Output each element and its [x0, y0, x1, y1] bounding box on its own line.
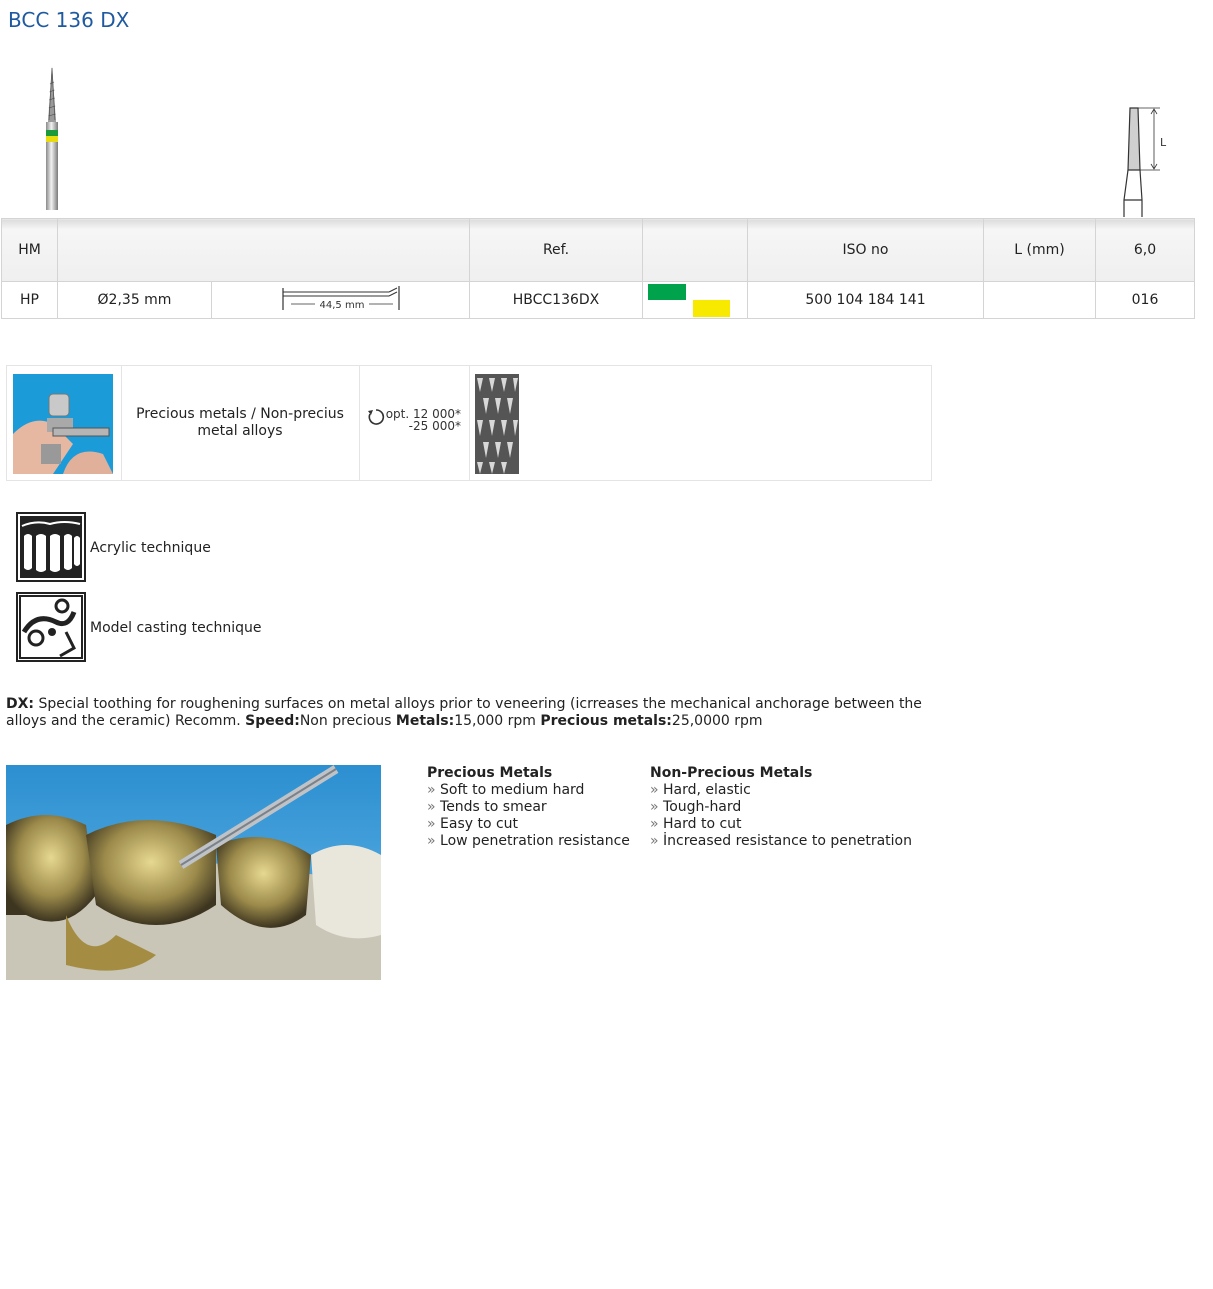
header-color-blank	[643, 219, 748, 282]
precious-heading: Precious Metals	[427, 765, 553, 781]
cell-ref: HBCC136DX	[470, 282, 643, 319]
usage-photo-cell	[7, 366, 122, 480]
table-row	[2, 282, 1195, 319]
rotation-icon	[367, 408, 385, 426]
list-item: » Hard, elastic	[650, 782, 912, 799]
header-size: 6,0	[1096, 219, 1195, 282]
cell-ring-colors	[643, 282, 748, 319]
toothing-cell	[469, 366, 930, 480]
dx-description	[6, 696, 936, 730]
shank-length-icon	[281, 284, 401, 312]
header-blank	[58, 219, 470, 282]
metal-crowns-photo	[6, 765, 381, 980]
cell-shank: HP	[2, 282, 58, 319]
list-item: » Soft to medium hard	[427, 782, 630, 799]
list-item: » Tends to smear	[427, 799, 630, 816]
speed-text: Non precious	[299, 713, 396, 729]
cell-size: 016	[1096, 282, 1195, 319]
cell-length-diagram	[212, 282, 470, 319]
speed-info	[367, 408, 461, 432]
spec-table	[1, 218, 1195, 319]
cell-iso: 500 104 184 141	[748, 282, 984, 319]
table-header-row	[2, 219, 1195, 282]
usage-photo	[13, 374, 113, 474]
page-title: BCC 136 DX	[8, 8, 130, 32]
header-hm: HM	[2, 219, 58, 282]
length-text: 44,5 mm	[319, 300, 364, 311]
dx-label: DX:	[6, 696, 35, 712]
metals-label: Metals:	[395, 713, 455, 729]
list-item: » Hard to cut	[650, 816, 912, 833]
header-ref: Ref.	[470, 219, 643, 282]
dimension-label: L	[1160, 136, 1167, 149]
usage-info-box	[6, 365, 932, 481]
precious-text: 25,0000 rpm	[671, 713, 763, 729]
model-casting-icon	[16, 592, 86, 662]
list-item: » Low penetration resistance	[427, 833, 630, 850]
material-cell	[121, 366, 360, 480]
list-item: » Tough-hard	[650, 799, 912, 816]
cell-diameter: Ø2,35 mm	[58, 282, 212, 319]
header-length: L (mm)	[984, 219, 1096, 282]
dx-text: Special toothing for roughening surfaces on metal alloys prior to veneering (icrreases the mechanical anchorage between the alloys and the ceramic) Recomm.	[6, 696, 922, 729]
technique-model-casting	[16, 592, 316, 662]
speed-line-1: opt. 12 000*	[385, 407, 461, 421]
cell-length-mm	[984, 282, 1096, 319]
yellow-ring-swatch	[693, 300, 730, 317]
speed-line-2: -25 000*	[408, 419, 461, 433]
speed-label: Speed:	[245, 713, 300, 729]
header-iso: ISO no	[748, 219, 984, 282]
precious-label: Precious metals:	[540, 713, 672, 729]
list-item: » Easy to cut	[427, 816, 630, 833]
technique-acrylic	[16, 512, 316, 582]
green-ring-swatch	[648, 284, 686, 300]
technique-label: Model casting technique	[90, 620, 262, 636]
non-precious-heading: Non-Precious Metals	[650, 765, 813, 781]
non-precious-metals-list	[650, 765, 912, 850]
metals-text: 15,000 rpm	[454, 713, 541, 729]
acrylic-teeth-icon	[16, 512, 86, 582]
speed-cell	[359, 366, 470, 480]
bur-product-image	[38, 64, 66, 212]
material-text: Precious metals / Non-precius metal alloys	[136, 406, 344, 439]
cross-cut-toothing-image	[475, 374, 519, 474]
technique-label: Acrylic technique	[90, 540, 211, 556]
bur-dimension-drawing	[1112, 104, 1172, 218]
list-item: » İncreased resistance to penetration	[650, 833, 912, 850]
precious-metals-list	[427, 765, 630, 850]
